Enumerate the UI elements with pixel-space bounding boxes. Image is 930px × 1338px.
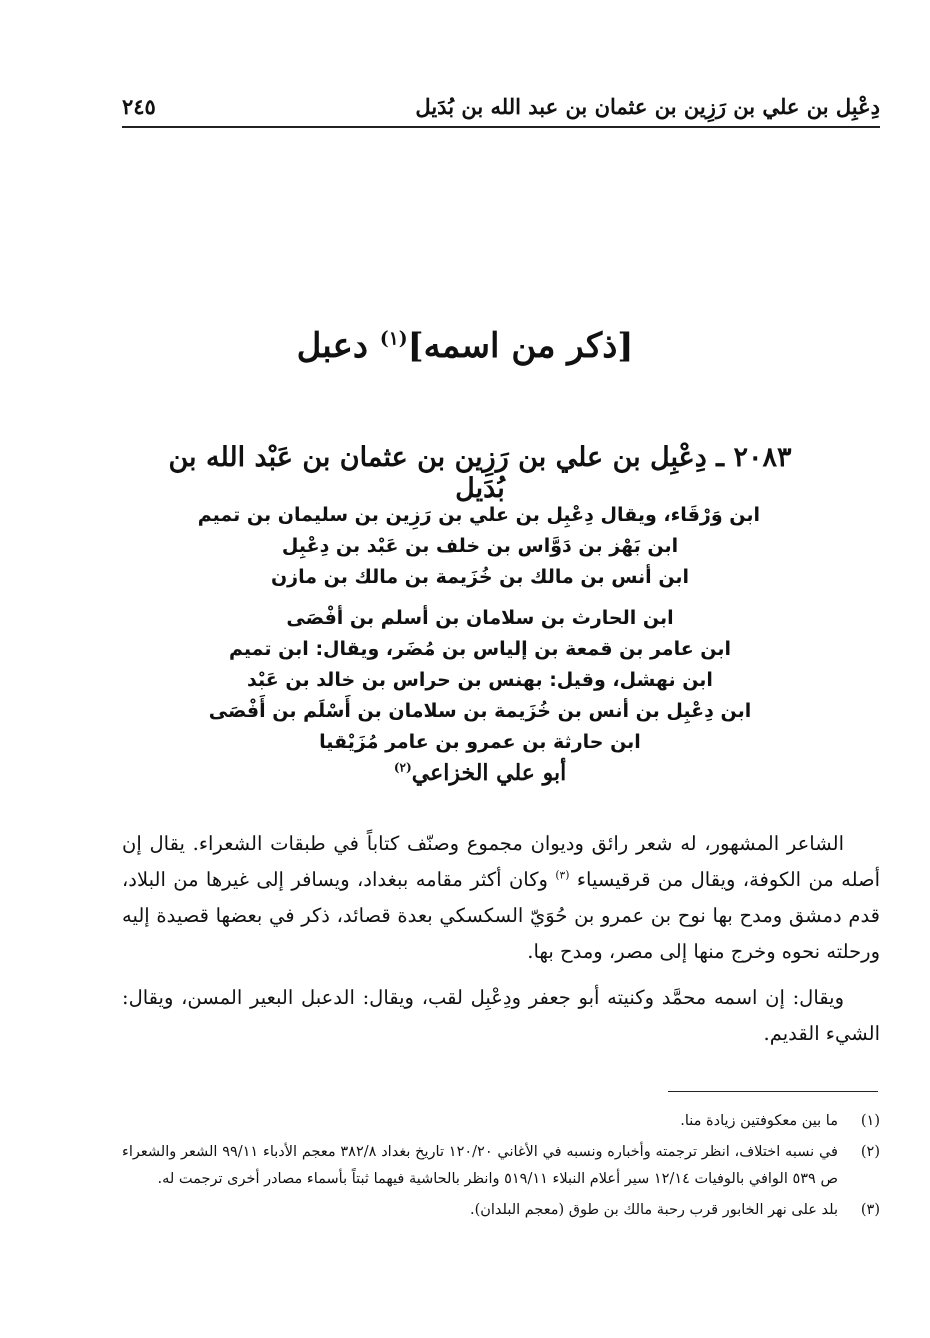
section-title [0, 326, 930, 366]
lineage-line: ابن عامر بن قمعة بن إلياس بن مُضَر، ويقال: ابن تميم [228, 638, 732, 660]
footnote [122, 1197, 880, 1224]
paragraph-text: الشاعر المشهور، له شعر رائق وديوان مجموع وصنّف كتاباً في طبقات الشعراء. يقال إن أصله من الكوفة، ويقال من قرقيسياء [122, 832, 881, 891]
paragraph-text: وكان أكثر مقامه ببغداد، ويسافر إلى غيرها من البلاد، قدم دمشق ومدح بها نوح بن عمرو بن حُوَيّ السكسكي بعدة قصائد، ذكر في بعضها قصيدة إليه ورحلته نحوه وخرج منها إلى مصر، ومدح بها. [122, 868, 880, 963]
section-title-text: [ذكر من اسمه] [407, 326, 634, 366]
footnote-number: (١) [860, 1113, 880, 1129]
footnote-ref: (٣) [555, 868, 570, 882]
footnote-rule [668, 1091, 878, 1092]
paragraph: ويقال: إن اسمه محمَّد وكنيته أبو جعفر ودِعْبِل لقب، ويقال: الدعبل البعير المسن، ويقال: الشيء القديم. [122, 986, 880, 1045]
lineage-line: ابن حارثة بن عمرو بن عامر مُزَيْقيا [319, 731, 641, 753]
footnote-number: (٢) [860, 1144, 880, 1160]
footnote-text: ما بين معكوفتين زيادة منا. [680, 1113, 838, 1129]
lineage-line: ابن أنس بن مالك بن خُزَيمة بن مالك بن مازن [270, 566, 690, 588]
footnote [122, 1108, 880, 1135]
footnote-text: في نسبه اختلاف، انظر ترجمته وأخباره ونسبه في الأغاني ١٢٠/٢٠ تاريخ بغداد ٣٨٢/٨ معجم الأدباء ٩٩/١١ الشعر والشعراء ص ٥٣٩ الوافي بالوفيات ١٢/١٤ سير أعلام النبلاء ٥١٩/١١ وانظر بالحاشية فيهما ثبتاً بأسماء مصادر أخرى ترجمت له. [122, 1144, 838, 1187]
lineage-line: ابن نهشل، وقيل: بهنس بن حراس بن خالد بن عَبْد [247, 669, 713, 691]
kunya: أبو علي الخزاعي [411, 760, 567, 786]
lineage-line: ابن وَرْقَاء، ويقال دِعْبِل بن علي بن رَزِين بن سليمان بن تميم [197, 504, 760, 526]
footnote-text: بلد على نهر الخابور قرب رحبة مالك بن طوق (معجم البلدان). [469, 1202, 838, 1218]
header-rule [122, 126, 880, 128]
footnotes [122, 1108, 880, 1224]
header-title: دِعْبِل بن علي بن رَزِين بن عثمان بن عبد الله بن بُدَيل [415, 93, 880, 119]
section-title-footnote-ref: (١) [379, 327, 408, 350]
footnote-number: (٣) [860, 1202, 880, 1218]
section-title-name: دعبل [296, 326, 368, 366]
lineage-line: ابن بَهْز بن دَوَّاس بن خلف بن عَبْد بن دِعْبِل [281, 535, 679, 557]
footnote [122, 1139, 880, 1193]
entry-heading: ٢٠٨٣ ـ دِعْبِل بن علي بن رَزِين بن عثمان بن عَبْد الله بن بُدَيل [168, 442, 792, 504]
lineage-line: ابن دِعْبِل بن أنس بن خُزَيمة بن سلامان بن أَسْلَم بن أَفْصَى [208, 700, 752, 722]
kunya-line [200, 758, 760, 789]
page-number: ٢٤٥ [122, 93, 156, 119]
lineage-line: ابن الحارث بن سلامان بن أسلم بن أفْصَى [286, 607, 674, 629]
body-text [122, 826, 880, 1052]
lineage-block [197, 500, 760, 789]
paragraph [122, 826, 880, 970]
kunya-footnote-ref: (٢) [393, 760, 412, 775]
running-header [122, 88, 880, 124]
